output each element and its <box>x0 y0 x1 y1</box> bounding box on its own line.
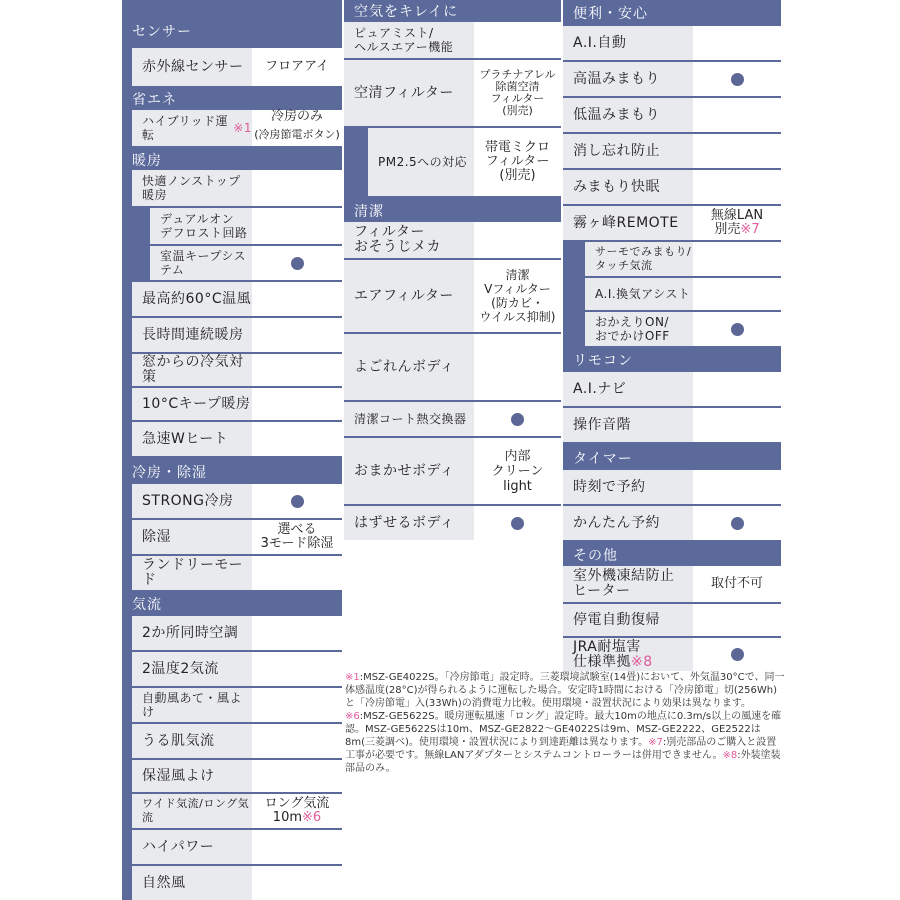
spec-row <box>132 724 342 758</box>
spec-label: 霧ヶ峰REMOTE <box>563 206 693 240</box>
spec-row <box>132 318 342 352</box>
spec-label: 室温キープシステム <box>150 246 252 280</box>
spec-value <box>252 484 342 518</box>
section-header-energy: 省エネ <box>132 92 177 108</box>
spec-label: STRONG冷房 <box>132 484 252 518</box>
section-header-convenience: 便利・安心 <box>573 6 648 22</box>
spec-value <box>252 318 342 352</box>
spec-label: 2か所同時空調 <box>132 616 252 650</box>
spec-label: 10°Cキープ暖房 <box>132 388 252 420</box>
spec-label: 窓からの冷気対策 <box>132 354 252 386</box>
spec-label: 自然風 <box>132 866 252 900</box>
spec-label: 時刻で予約 <box>563 470 693 504</box>
spec-label: 停電自動復帰 <box>563 604 693 636</box>
footnote-mark: ※1 <box>233 121 252 135</box>
spec-row <box>563 134 781 168</box>
footnote-mark: ※1 <box>345 672 360 683</box>
spec-row <box>132 830 342 864</box>
spec-value <box>693 372 781 406</box>
spec-label: よごれんボディ <box>344 334 474 400</box>
footnote-mark: ※6 <box>345 711 360 722</box>
spec-label: 自動風あて・風よけ <box>132 688 252 722</box>
spec-value <box>693 62 781 96</box>
spec-column-1 <box>122 0 342 900</box>
spec-row <box>585 278 781 310</box>
spec-row <box>563 26 781 60</box>
footnote-mark: ※7 <box>740 222 760 237</box>
spec-row <box>344 334 561 400</box>
spec-value: プラチナアレル 除菌空清 フィルター (別売) <box>474 60 561 126</box>
spec-value <box>474 334 561 400</box>
section-header-heating: 暖房 <box>132 153 162 169</box>
spec-label: A.I.自動 <box>563 26 693 60</box>
spec-label: A.I.ナビ <box>563 372 693 406</box>
spec-row <box>132 388 342 420</box>
spec-label: 長時間連続暖房 <box>132 318 252 352</box>
spec-value: 帯電ミクロ フィルター (別売) <box>474 128 561 196</box>
spec-label: かんたん予約 <box>563 506 693 540</box>
spec-row <box>132 866 342 900</box>
spec-label: 操作音階 <box>563 408 693 442</box>
spec-value <box>252 208 342 244</box>
spec-label: 除湿 <box>132 520 252 554</box>
spec-value <box>252 760 342 792</box>
spec-value <box>252 866 342 900</box>
footnote-mark: ※8 <box>722 750 738 761</box>
spec-row <box>563 408 781 442</box>
spec-row <box>132 354 342 386</box>
spec-value <box>693 134 781 168</box>
spec-value <box>252 388 342 420</box>
spec-value <box>693 242 781 276</box>
spec-label: ランドリーモード <box>132 556 252 590</box>
spec-label: 空清フィルター <box>344 60 474 126</box>
supported-dot-icon <box>511 517 524 530</box>
spec-row <box>132 652 342 686</box>
spec-value <box>252 688 342 722</box>
spec-value <box>252 652 342 686</box>
section-header-sensor: センサー <box>132 24 192 40</box>
spec-label: 最高約60°C温風 <box>132 282 252 316</box>
footnote-mark: ※7 <box>648 737 663 748</box>
spec-value <box>693 278 781 310</box>
footnote-text: :別売部品のご購入と設置工事が必要です。無線LANアダプターとシステムコントローラーは併用できません。 <box>345 737 777 761</box>
spec-label: おかえりON/ おでかけOFF <box>585 312 693 346</box>
spec-row <box>132 688 342 722</box>
spec-label: 保湿風よけ <box>132 760 252 792</box>
spec-row <box>368 128 561 196</box>
section-header-airflow: 気流 <box>132 597 162 613</box>
spec-label: デュアルオン デフロスト回路 <box>150 208 252 244</box>
footnote-text: :MSZ-GE4022S。「冷房節電」設定時。三菱環境試験室(14畳)において、外気温30°Cで、同一体感温度(28°C)が得られるように運転した場合。安定時1時間における「冷房節電」切(256Wh)と「冷房節電」入(33Wh)の消費電力比較。使用環境・設置状況により効果は異なります。 <box>345 672 785 709</box>
spec-row <box>585 242 781 276</box>
spec-label: エアフィルター <box>344 260 474 332</box>
supported-dot-icon <box>731 648 744 661</box>
spec-row <box>563 506 781 540</box>
spec-row <box>132 556 342 590</box>
spec-row <box>563 604 781 636</box>
spec-label: うる肌気流 <box>132 724 252 758</box>
supported-dot-icon <box>511 413 524 426</box>
spec-value <box>252 830 342 864</box>
spec-value <box>252 354 342 386</box>
spec-row <box>344 60 561 126</box>
spec-value <box>693 470 781 504</box>
spec-row <box>132 484 342 518</box>
spec-label: 低温みまもり <box>563 98 693 132</box>
spec-row <box>563 170 781 204</box>
spec-label: ワイド気流/ロング気流 <box>132 794 252 828</box>
spec-row <box>132 422 342 456</box>
spec-value <box>252 170 342 206</box>
section-header-other: その他 <box>573 548 618 564</box>
spec-value <box>474 506 561 540</box>
spec-label: JRA耐塩害 仕様準拠※8 <box>563 638 693 671</box>
spec-label: 室外機凍結防止 ヒーター <box>563 566 693 602</box>
supported-dot-icon <box>291 257 304 270</box>
spec-column-2 <box>344 0 561 540</box>
spec-row <box>563 206 781 240</box>
spec-value <box>474 22 561 58</box>
spec-label: ピュアミスト/ ヘルスエアー機能 <box>344 22 474 58</box>
spec-row <box>563 566 781 602</box>
section-header-cooling: 冷房・除湿 <box>132 465 207 481</box>
footnote-mark: ※8 <box>631 653 653 670</box>
spec-value <box>252 422 342 456</box>
spec-value: ロング気流 10m※6 <box>252 794 342 828</box>
section-header-remote: リモコン <box>573 353 633 369</box>
spec-value <box>693 604 781 636</box>
supported-dot-icon <box>731 323 744 336</box>
spec-value <box>693 26 781 60</box>
spec-row <box>132 110 342 146</box>
spec-label: フィルター おそうじメカ <box>344 222 474 258</box>
spec-value <box>252 282 342 316</box>
spec-value <box>252 246 342 280</box>
spec-row <box>132 48 342 86</box>
supported-dot-icon <box>731 517 744 530</box>
spec-value <box>252 616 342 650</box>
spec-label: 清潔コート熱交換器 <box>344 402 474 436</box>
spec-row <box>563 638 781 671</box>
spec-row <box>344 438 561 504</box>
spec-row <box>585 312 781 346</box>
spec-label: A.I.換気アシスト <box>585 278 693 310</box>
spec-value <box>693 98 781 132</box>
spec-value <box>474 402 561 436</box>
supported-dot-icon <box>291 495 304 508</box>
spec-row <box>132 282 342 316</box>
spec-value <box>252 556 342 590</box>
spec-row <box>150 208 342 244</box>
footnotes <box>345 671 785 775</box>
spec-label: 赤外線センサー <box>132 48 252 86</box>
spec-value <box>693 170 781 204</box>
spec-label: ハイブリッド運転 ※1 <box>132 110 252 146</box>
spec-value <box>693 638 781 671</box>
spec-row <box>344 222 561 258</box>
spec-value: 取付不可 <box>693 566 781 602</box>
spec-label: 消し忘れ防止 <box>563 134 693 168</box>
spec-row <box>150 246 342 280</box>
spec-row <box>344 22 561 58</box>
spec-label: はずせるボディ <box>344 506 474 540</box>
spec-row <box>563 372 781 406</box>
spec-label: PM2.5への対応 <box>368 128 474 196</box>
spec-value <box>693 506 781 540</box>
spec-value <box>474 222 561 258</box>
section-header-clean: 清潔 <box>354 204 384 220</box>
spec-value: 冷房のみ (冷房節電ボタン) <box>252 110 342 146</box>
footnote-text: :MSZ-GE5622S。暖房運転風速「ロング」設定時。最大10mの地点に0.3m/s以上の風速を確認。MSZ-GE5622Sは10m、MSZ-GE2822〜GE4022Sは9m、MSZ-GE2222、GE2522は8m(三菱調べ)。使用環境・設置状況により到達距離は異なります。 <box>345 711 782 748</box>
spec-value: 選べる 3モード除湿 <box>252 520 342 554</box>
spec-row <box>563 62 781 96</box>
footnote-mark: ※6 <box>302 810 322 825</box>
spec-label: 2温度2気流 <box>132 652 252 686</box>
spec-value <box>252 724 342 758</box>
spec-label: 快適ノンストップ暖房 <box>132 170 252 206</box>
spec-value <box>693 312 781 346</box>
spec-row <box>132 616 342 650</box>
spec-row <box>344 402 561 436</box>
spec-row <box>132 794 342 828</box>
supported-dot-icon <box>731 73 744 86</box>
footnote-text: :外装塗装部品のみ。 <box>345 750 781 774</box>
section-header-air-clean: 空気をキレイに <box>354 4 459 20</box>
section-header-timer: タイマー <box>573 451 633 467</box>
spec-row <box>563 470 781 504</box>
spec-value: 内部 クリーン light <box>474 438 561 504</box>
spec-row <box>563 98 781 132</box>
spec-row <box>344 506 561 540</box>
spec-value <box>693 408 781 442</box>
spec-label: ハイパワー <box>132 830 252 864</box>
spec-label: 急速Wヒート <box>132 422 252 456</box>
spec-label: みまもり快眠 <box>563 170 693 204</box>
spec-value: フロアアイ <box>252 48 342 86</box>
spec-value: 無線LAN 別売※7 <box>693 206 781 240</box>
spec-row <box>132 760 342 792</box>
spec-label: おまかせボディ <box>344 438 474 504</box>
spec-row <box>132 520 342 554</box>
spec-value: 清潔 Vフィルター (防カビ・ ウイルス抑制) <box>474 260 561 332</box>
spec-label: 高温みまもり <box>563 62 693 96</box>
spec-column-3 <box>563 0 781 671</box>
spec-label: サーモでみまもり/ タッチ気流 <box>585 242 693 276</box>
spec-row <box>344 260 561 332</box>
spec-row <box>132 170 342 206</box>
